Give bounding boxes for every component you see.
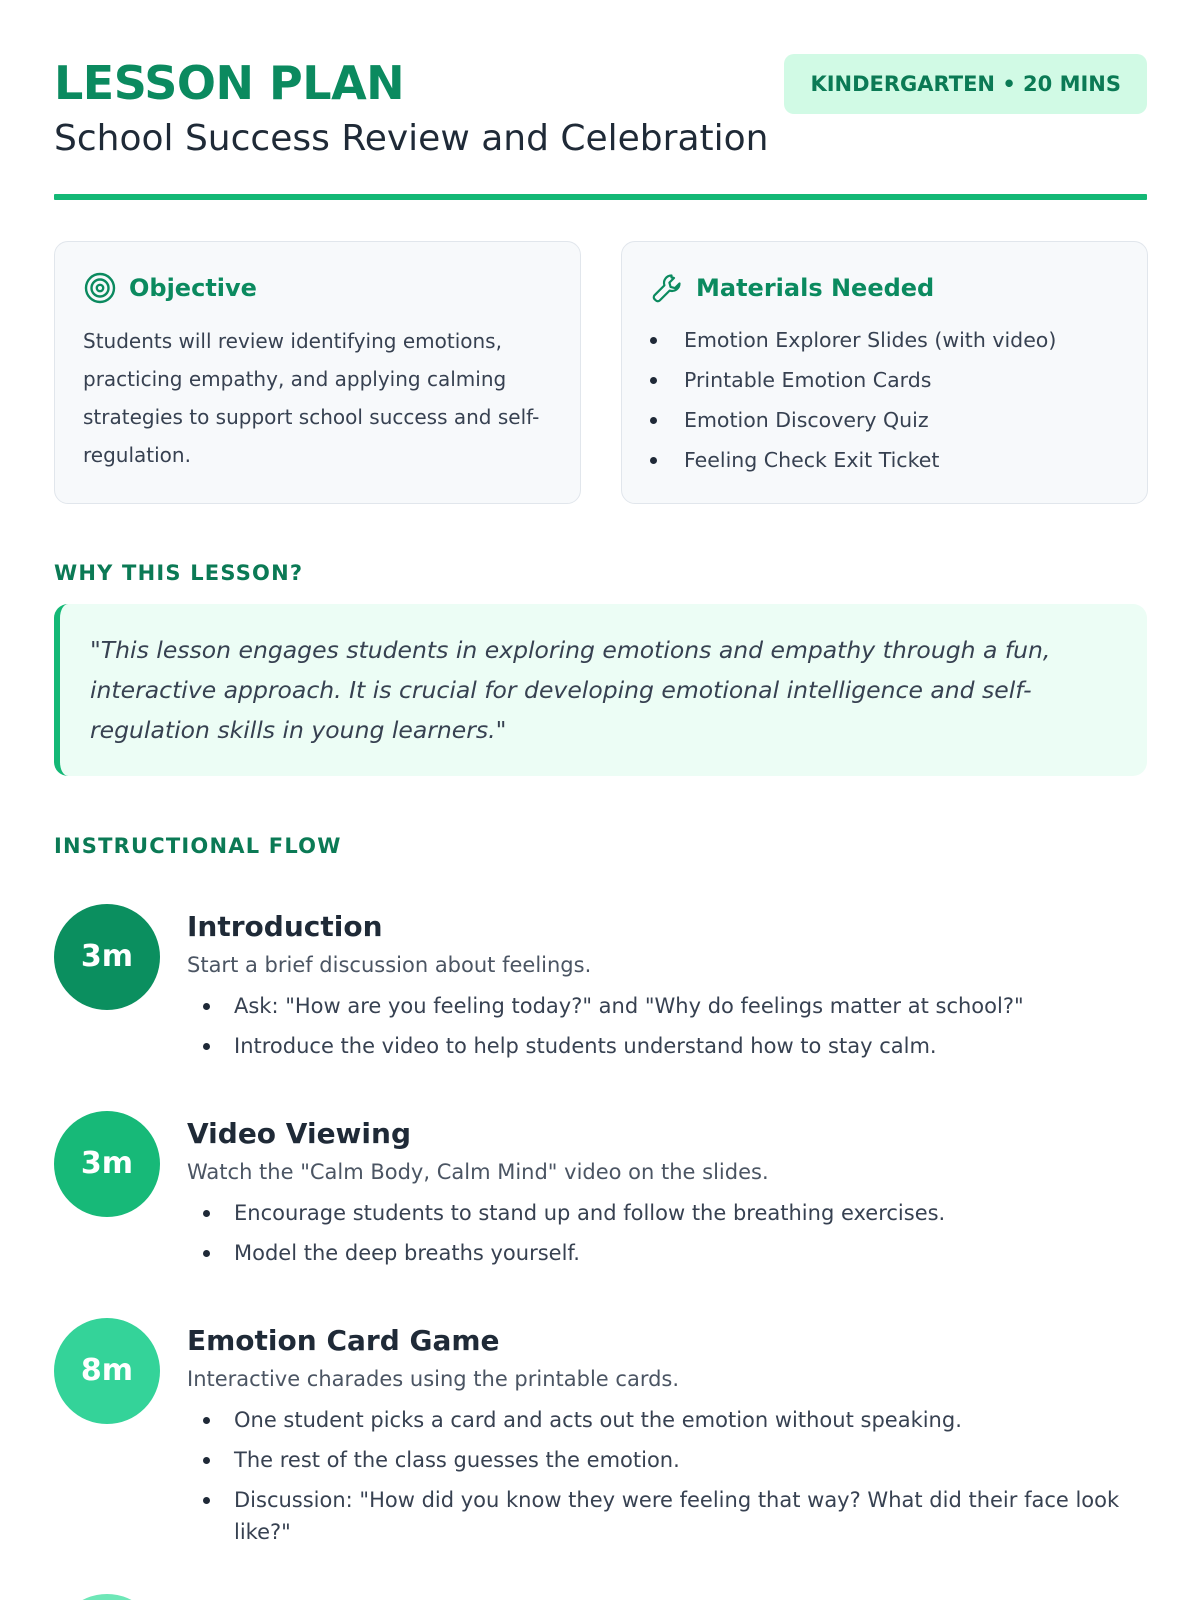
why-section-label: WHY THIS LESSON?: [54, 561, 304, 585]
objective-text: Students will review identifying emotions, practicing empathy, and applying calming strategies to support school success and self-regulation.: [83, 329, 540, 467]
materials-title: Materials Needed: [696, 274, 935, 302]
objective-title: Objective: [129, 274, 257, 302]
step-content: [187, 904, 1147, 1070]
objective-header: [83, 271, 257, 305]
step-bullets: [187, 1197, 1147, 1269]
step-bullets: [187, 1404, 1147, 1548]
grade-duration-badge: KINDERGARTEN • 20 MINS: [784, 54, 1147, 114]
step-title: Emotion Card Game: [187, 1324, 500, 1357]
step-duration-badge: 3m: [54, 904, 160, 1010]
why-quote-box: [54, 604, 1147, 776]
objective-card: [54, 241, 581, 504]
flow-section-label: INSTRUCTIONAL FLOW: [54, 834, 342, 858]
step-description: Start a brief discussion about feelings.: [187, 953, 592, 977]
step-bullet: The rest of the class guesses the emotion.: [187, 1444, 1147, 1476]
step-bullet: Ask: "How are you feeling today?" and "Why do feelings matter at school?": [187, 990, 1147, 1022]
step-bullet: Discussion: "How did you know they were feeling that way? What did their face look like?": [187, 1484, 1147, 1548]
step-bullet: Introduce the video to help students understand how to stay calm.: [187, 1030, 1147, 1062]
lesson-header: [54, 52, 1147, 202]
step-bullet: Model the deep breaths yourself.: [187, 1237, 1147, 1269]
why-quote-text: "This lesson engages students in exploring emotions and empathy through a fun, interactive approach. It is crucial for developing emotional intelligence and self-regulation skills in young learners.": [90, 636, 1051, 744]
materials-item: Printable Emotion Cards: [650, 360, 1056, 400]
step-description: Interactive charades using the printable cards.: [187, 1367, 680, 1391]
header-divider: [54, 194, 1147, 200]
step-bullet: Encourage students to stand up and follow the breathing exercises.: [187, 1197, 1147, 1229]
lesson-plan-label: LESSON PLAN: [54, 56, 405, 110]
materials-card: [621, 241, 1148, 504]
materials-header: [650, 271, 934, 305]
step-content: [187, 1111, 1147, 1277]
step-duration-badge: 3m: [54, 1111, 160, 1217]
materials-item: Feeling Check Exit Ticket: [650, 440, 1056, 480]
step-duration-badge: 8m: [54, 1318, 160, 1424]
wrench-icon: [650, 271, 684, 305]
materials-list: [650, 320, 1056, 480]
step-title: Introduction: [187, 910, 383, 943]
lesson-title: School Success Review and Celebration: [54, 118, 769, 159]
materials-item: Emotion Discovery Quiz: [650, 400, 1056, 440]
step-bullets: [187, 990, 1147, 1062]
step-bullet: One student picks a card and acts out the emotion without speaking.: [187, 1404, 1147, 1436]
step-description: Watch the "Calm Body, Calm Mind" video on the slides.: [187, 1160, 769, 1184]
target-icon: [83, 271, 117, 305]
next-step-badge: [54, 1594, 160, 1600]
step-title: Video Viewing: [187, 1117, 411, 1150]
materials-item: Emotion Explorer Slides (with video): [650, 320, 1056, 360]
step-content: [187, 1318, 1147, 1556]
